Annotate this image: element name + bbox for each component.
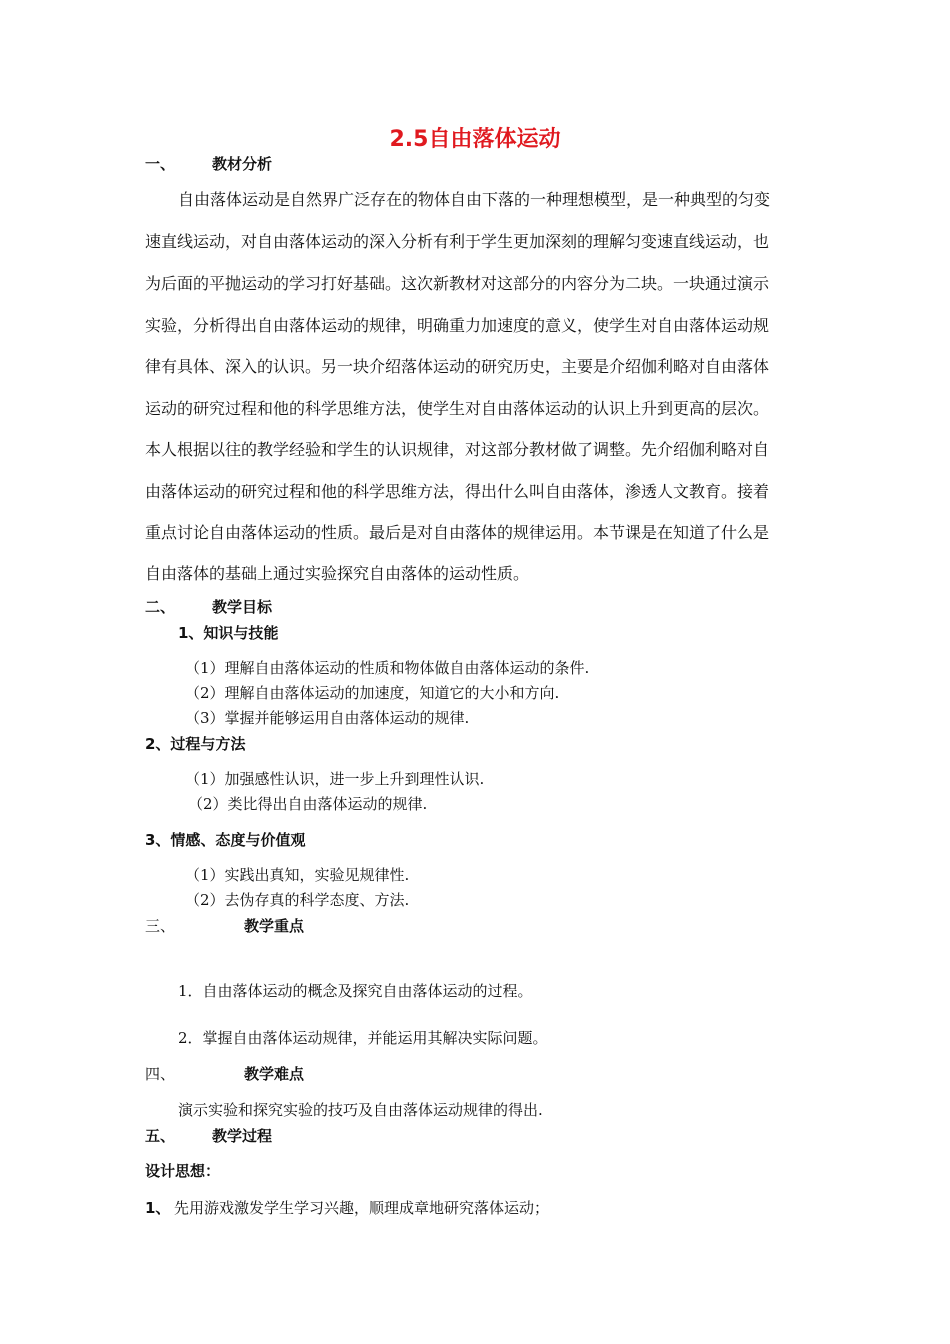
- analysis-line: 律有具体、深入的认识。另一块介绍落体运动的研究历史，主要是介绍伽利略对自由落体: [145, 357, 770, 376]
- goal-item: （1）实践出真知，实验见规律性.: [185, 866, 410, 884]
- goal-process-heading: 2、过程与方法: [145, 735, 246, 753]
- section-4-heading: 教学难点: [244, 1065, 305, 1083]
- goal-item: （2）去伪存真的科学态度、方法.: [185, 891, 410, 909]
- section-2-number: 二、: [145, 598, 176, 616]
- key-point: 1．自由落体运动的概念及探究自由落体运动的过程。: [178, 982, 533, 1000]
- difficulty-text: 演示实验和探究实验的技巧及自由落体运动规律的得出.: [178, 1101, 543, 1119]
- analysis-line: 自由落体的基础上通过实验探究自由落体的运动性质。: [145, 564, 530, 583]
- goal-item: （1）加强感性认识，进一步上升到理性认识.: [185, 770, 485, 788]
- goal-item: （2）理解自由落体运动的加速度，知道它的大小和方向.: [185, 684, 560, 702]
- analysis-line: 本人根据以往的教学经验和学生的认识规律，对这部分教材做了调整。先介绍伽利略对自: [145, 440, 770, 459]
- analysis-line: 实验，分析得出自由落体运动的规律，明确重力加速度的意义，使学生对自由落体运动规: [145, 316, 770, 335]
- goal-item: （2）类比得出自由落体运动的规律.: [188, 795, 428, 813]
- design-label: 设计思想：: [145, 1162, 221, 1180]
- analysis-line: 由落体运动的研究过程和他的科学思维方法，得出什么叫自由落体，渗透人文教育。接着: [145, 482, 770, 501]
- analysis-line: 运动的研究过程和他的科学思维方法，使学生对自由落体运动的认识上升到更高的层次。: [145, 399, 770, 418]
- section-1-heading: 教材分析: [212, 155, 273, 173]
- section-3-number: 三、: [145, 917, 176, 935]
- section-5-number: 五、: [145, 1127, 176, 1145]
- section-4-number: 四、: [145, 1065, 176, 1083]
- analysis-line: 自由落体运动是自然界广泛存在的物体自由下落的一种理想模型，是一种典型的匀变: [178, 190, 771, 209]
- section-3-heading: 教学重点: [244, 917, 305, 935]
- analysis-line: 重点讨论自由落体运动的性质。最后是对自由落体的规律运用。本节课是在知道了什么是: [145, 523, 770, 542]
- key-point: 2．掌握自由落体运动规律，并能运用其解决实际问题。: [178, 1029, 548, 1047]
- design-item-text: 先用游戏激发学生学习兴趣，顺理成章地研究落体运动；: [174, 1199, 550, 1217]
- page-title: 2.5自由落体运动: [389, 127, 561, 152]
- analysis-line: 为后面的平抛运动的学习打好基础。这次新教材对这部分的内容分为二块。一块通过演示: [145, 274, 770, 293]
- goal-emotion-heading: 3、情感、态度与价值观: [145, 831, 306, 849]
- section-2-heading: 教学目标: [212, 598, 273, 616]
- goal-item: （3）掌握并能够运用自由落体运动的规律.: [185, 709, 470, 727]
- design-item-number: 1、: [145, 1199, 171, 1217]
- goal-knowledge-heading: 1、知识与技能: [178, 624, 279, 642]
- goal-item: （1）理解自由落体运动的性质和物体做自由落体运动的条件.: [185, 659, 590, 677]
- analysis-line: 速直线运动，对自由落体运动的深入分析有利于学生更加深刻的理解匀变速直线运动，也: [145, 232, 770, 251]
- section-5-heading: 教学过程: [212, 1127, 273, 1145]
- section-1-number: 一、: [145, 155, 176, 173]
